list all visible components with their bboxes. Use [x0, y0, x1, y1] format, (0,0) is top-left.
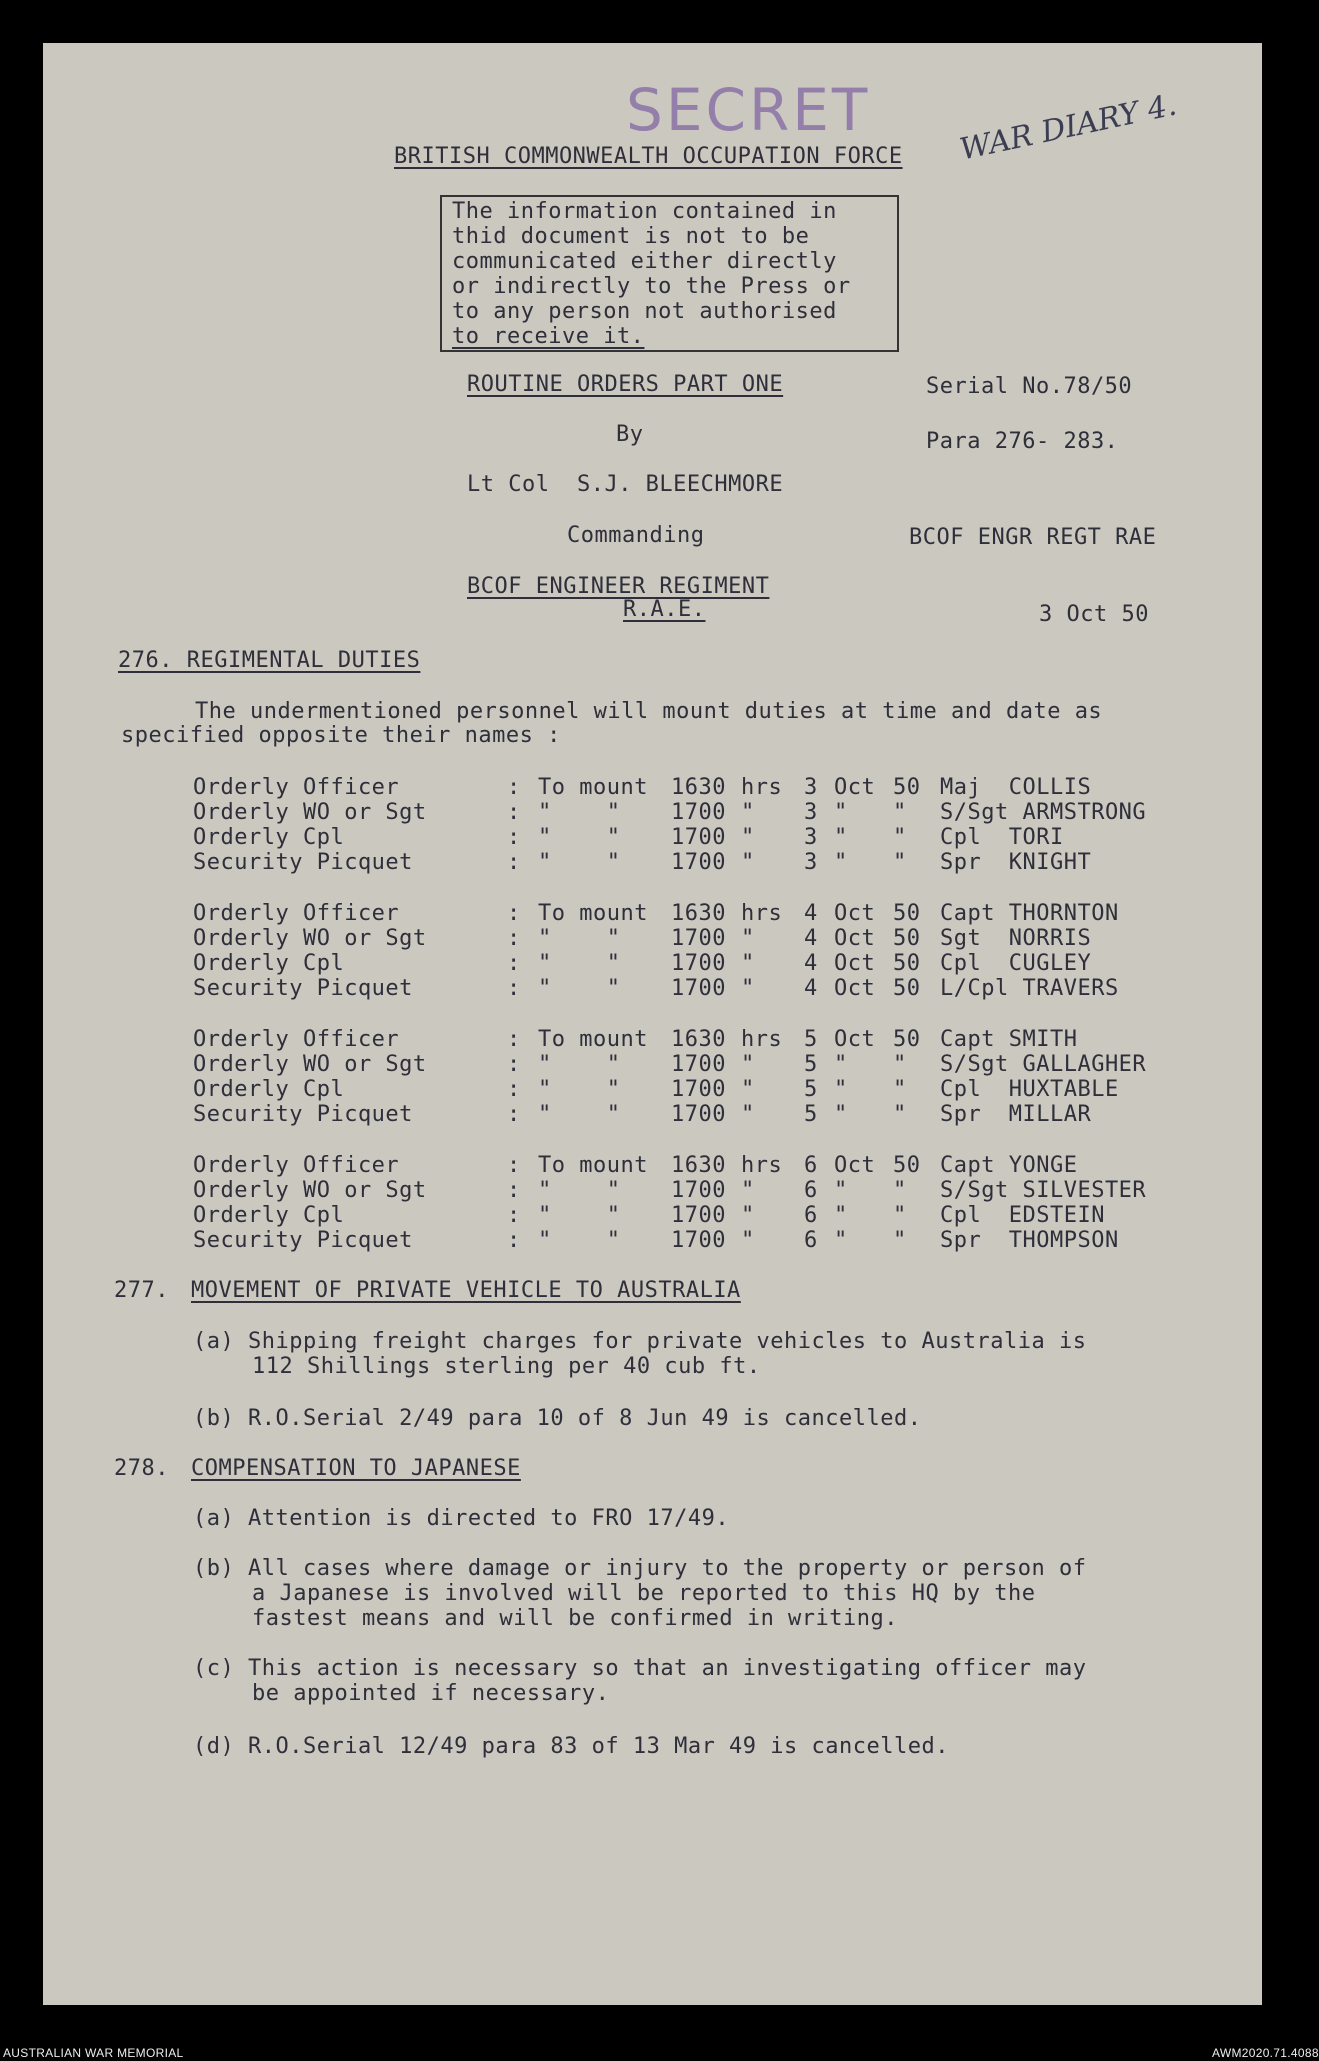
order-date: 3 Oct 50	[1039, 602, 1149, 627]
roster-colon: :	[507, 1228, 521, 1253]
roster-hrs: hrs	[741, 775, 783, 800]
roster-name: Sgt NORRIS	[940, 926, 1092, 951]
roster-time: 1700	[671, 1102, 726, 1127]
roster-day: 5	[804, 1077, 818, 1102]
roster-duty: Orderly Cpl	[193, 951, 345, 976]
roster-mount: " "	[538, 850, 621, 875]
roster-name: S/Sgt SILVESTER	[940, 1178, 1147, 1203]
roster-time: 1700	[671, 850, 726, 875]
roster-mount: To mount	[538, 775, 648, 800]
roster-day: 6	[804, 1178, 818, 1203]
section-277-item-a-cont: 112 Shillings sterling per 40 cub ft.	[252, 1354, 761, 1379]
roster-mount: To mount	[538, 901, 648, 926]
roster-name: Cpl TORI	[940, 825, 1064, 850]
roster-mount: " "	[538, 1178, 621, 1203]
roster-duty: Orderly Cpl	[193, 1077, 345, 1102]
notice-line: to receive it.	[452, 324, 645, 349]
roster-hrs: "	[741, 1228, 755, 1253]
footer-archive-name: AUSTRALIAN WAR MEMORIAL	[3, 2046, 184, 2060]
roster-day: 4	[804, 976, 818, 1001]
roster-name: Spr KNIGHT	[940, 850, 1092, 875]
roster-day: 3	[804, 800, 818, 825]
roster-mon: Oct	[834, 926, 876, 951]
roster-yr: "	[893, 1228, 907, 1253]
roster-time: 1700	[671, 1203, 726, 1228]
roster-time: 1700	[671, 926, 726, 951]
roster-colon: :	[507, 1203, 521, 1228]
roster-hrs: "	[741, 850, 755, 875]
roster-hrs: "	[741, 825, 755, 850]
roster-mon: "	[834, 1077, 848, 1102]
roster-name: Spr MILLAR	[940, 1102, 1092, 1127]
notice-line: or indirectly to the Press or	[452, 274, 851, 299]
roster-day: 5	[804, 1027, 818, 1052]
section-278-item-a: (a) Attention is directed to FRO 17/49.	[193, 1506, 730, 1531]
notice-line: thid document is not to be	[452, 224, 810, 249]
roster-day: 6	[804, 1228, 818, 1253]
para-range: Para 276- 283.	[926, 429, 1119, 454]
roster-yr: "	[893, 1203, 907, 1228]
roster-day: 4	[804, 926, 818, 951]
roster-name: Capt THORNTON	[940, 901, 1119, 926]
by-label: By	[616, 422, 644, 447]
roster-duty: Orderly WO or Sgt	[193, 926, 427, 951]
roster-name: L/Cpl TRAVERS	[940, 976, 1119, 1001]
commanding-officer: Lt Col S.J. BLEECHMORE	[467, 472, 784, 497]
roster-day: 6	[804, 1203, 818, 1228]
roster-day: 5	[804, 1052, 818, 1077]
secret-stamp: SECRET	[626, 76, 871, 144]
roster-yr: 50	[893, 976, 921, 1001]
section-278-item-b-cont: a Japanese is involved will be reported to this HQ by the	[252, 1581, 1036, 1606]
roster-name: Maj COLLIS	[940, 775, 1092, 800]
section-277-item-b: (b) R.O.Serial 2/49 para 10 of 8 Jun 49 is cancelled.	[193, 1406, 922, 1431]
roster-mount: " "	[538, 825, 621, 850]
roster-colon: :	[507, 1178, 521, 1203]
roster-mon: "	[834, 1228, 848, 1253]
roster-colon: :	[507, 1102, 521, 1127]
roster-mount: " "	[538, 926, 621, 951]
roster-mon: "	[834, 825, 848, 850]
roster-colon: :	[507, 1077, 521, 1102]
roster-time: 1700	[671, 1178, 726, 1203]
roster-day: 4	[804, 951, 818, 976]
roster-duty: Orderly Officer	[193, 1153, 400, 1178]
section-278-item-c-cont: be appointed if necessary.	[252, 1681, 610, 1706]
roster-hrs: "	[741, 951, 755, 976]
roster-yr: 50	[893, 951, 921, 976]
notice-line: to any person not authorised	[452, 299, 837, 324]
roster-yr: "	[893, 800, 907, 825]
roster-mount: " "	[538, 1203, 621, 1228]
roster-time: 1700	[671, 800, 726, 825]
roster-time: 1700	[671, 1228, 726, 1253]
roster-colon: :	[507, 825, 521, 850]
roster-day: 6	[804, 1153, 818, 1178]
roster-duty: Orderly WO or Sgt	[193, 1178, 427, 1203]
roster-hrs: hrs	[741, 901, 783, 926]
roster-yr: 50	[893, 1153, 921, 1178]
roster-duty: Security Picquet	[193, 1102, 413, 1127]
roster-mount: To mount	[538, 1027, 648, 1052]
roster-colon: :	[507, 926, 521, 951]
roster-yr: 50	[893, 1027, 921, 1052]
roster-duty: Orderly WO or Sgt	[193, 1052, 427, 1077]
roster-time: 1700	[671, 976, 726, 1001]
roster-day: 5	[804, 1102, 818, 1127]
roster-mon: "	[834, 850, 848, 875]
roster-name: Cpl HUXTABLE	[940, 1077, 1119, 1102]
roster-mount: " "	[538, 800, 621, 825]
roster-duty: Orderly Cpl	[193, 825, 345, 850]
roster-hrs: "	[741, 1178, 755, 1203]
roster-yr: 50	[893, 901, 921, 926]
roster-duty: Orderly Officer	[193, 775, 400, 800]
section-277-item-a: (a) Shipping freight charges for private vehicles to Australia is	[193, 1329, 1087, 1354]
handwritten-annotation: WAR DIARY 4.	[956, 87, 1180, 168]
roster-mon: "	[834, 1102, 848, 1127]
section-278-item-d: (d) R.O.Serial 12/49 para 83 of 13 Mar 49 is cancelled.	[193, 1734, 949, 1759]
section-278-number: 278.	[114, 1456, 169, 1481]
roster-mon: Oct	[834, 1027, 876, 1052]
roster-mon: "	[834, 1203, 848, 1228]
roster-colon: :	[507, 800, 521, 825]
roster-mount: " "	[538, 976, 621, 1001]
roster-hrs: "	[741, 1077, 755, 1102]
roster-hrs: "	[741, 1102, 755, 1127]
roster-name: Capt SMITH	[940, 1027, 1078, 1052]
roster-mon: Oct	[834, 901, 876, 926]
roster-name: S/Sgt GALLAGHER	[940, 1052, 1147, 1077]
roster-mon: Oct	[834, 1153, 876, 1178]
roster-hrs: hrs	[741, 1027, 783, 1052]
section-277-number: 277.	[114, 1278, 169, 1303]
security-notice-box	[440, 195, 899, 352]
roster-duty: Security Picquet	[193, 850, 413, 875]
roster-day: 3	[804, 825, 818, 850]
roster-colon: :	[507, 1052, 521, 1077]
roster-duty: Orderly Officer	[193, 901, 400, 926]
roster-name: Spr THOMPSON	[940, 1228, 1119, 1253]
roster-duty: Orderly WO or Sgt	[193, 800, 427, 825]
unit-short-name: BCOF ENGR REGT RAE	[909, 525, 1157, 550]
rae-label: R.A.E.	[623, 597, 706, 622]
roster-duty: Security Picquet	[193, 1228, 413, 1253]
section-276-intro: specified opposite their names :	[121, 723, 561, 748]
roster-mount: " "	[538, 1228, 621, 1253]
roster-yr: "	[893, 825, 907, 850]
roster-colon: :	[507, 951, 521, 976]
roster-duty: Orderly Officer	[193, 1027, 400, 1052]
roster-colon: :	[507, 901, 521, 926]
roster-mon: Oct	[834, 976, 876, 1001]
roster-hrs: "	[741, 1052, 755, 1077]
roster-mon: "	[834, 1178, 848, 1203]
roster-time: 1700	[671, 1077, 726, 1102]
roster-colon: :	[507, 850, 521, 875]
roster-yr: "	[893, 1052, 907, 1077]
roster-time: 1700	[671, 825, 726, 850]
roster-yr: 50	[893, 775, 921, 800]
roster-hrs: "	[741, 926, 755, 951]
org-title: BRITISH COMMONWEALTH OCCUPATION FORCE	[394, 144, 903, 169]
roster-colon: :	[507, 976, 521, 1001]
section-278-item-b: (b) All cases where damage or injury to the property or person of	[193, 1556, 1087, 1581]
roster-mon: Oct	[834, 951, 876, 976]
roster-time: 1700	[671, 951, 726, 976]
roster-day: 3	[804, 775, 818, 800]
roster-day: 4	[804, 901, 818, 926]
serial-number: Serial No.78/50	[926, 374, 1133, 399]
roster-hrs: "	[741, 976, 755, 1001]
roster-mount: To mount	[538, 1153, 648, 1178]
roster-name: S/Sgt ARMSTRONG	[940, 800, 1147, 825]
notice-line: The information contained in	[452, 199, 837, 224]
roster-yr: "	[893, 1102, 907, 1127]
section-276-intro: The undermentioned personnel will mount duties at time and date as	[195, 699, 1103, 724]
roster-day: 3	[804, 850, 818, 875]
roster-yr: "	[893, 1178, 907, 1203]
footer-accession-number: AWM2020.71.4088	[1212, 2046, 1319, 2060]
roster-time: 1630	[671, 775, 726, 800]
roster-mount: " "	[538, 1052, 621, 1077]
roster-mount: " "	[538, 1102, 621, 1127]
roster-mon: "	[834, 800, 848, 825]
roster-duty: Security Picquet	[193, 976, 413, 1001]
roster-time: 1630	[671, 1027, 726, 1052]
commanding-label: Commanding	[567, 523, 705, 548]
roster-name: Cpl EDSTEIN	[940, 1203, 1105, 1228]
roster-mount: " "	[538, 1077, 621, 1102]
roster-mon: "	[834, 1052, 848, 1077]
roster-hrs: hrs	[741, 1153, 783, 1178]
roster-yr: "	[893, 1077, 907, 1102]
roster-name: Capt YONGE	[940, 1153, 1078, 1178]
roster-hrs: "	[741, 1203, 755, 1228]
roster-mount: " "	[538, 951, 621, 976]
roster-time: 1700	[671, 1052, 726, 1077]
roster-name: Cpl CUGLEY	[940, 951, 1092, 976]
roster-mon: Oct	[834, 775, 876, 800]
regiment-name: BCOF ENGINEER REGIMENT	[467, 574, 770, 599]
roster-colon: :	[507, 1027, 521, 1052]
roster-colon: :	[507, 775, 521, 800]
roster-colon: :	[507, 1153, 521, 1178]
notice-line: communicated either directly	[452, 249, 837, 274]
section-276-heading: 276. REGIMENTAL DUTIES	[118, 648, 421, 673]
section-277-heading: MOVEMENT OF PRIVATE VEHICLE TO AUSTRALIA	[191, 1278, 741, 1303]
roster-duty: Orderly Cpl	[193, 1203, 345, 1228]
section-278-item-c: (c) This action is necessary so that an investigating officer may	[193, 1656, 1087, 1681]
roster-hrs: "	[741, 800, 755, 825]
section-278-heading: COMPENSATION TO JAPANESE	[191, 1456, 521, 1481]
roster-time: 1630	[671, 1153, 726, 1178]
section-278-item-b-cont: fastest means and will be confirmed in writing.	[252, 1606, 899, 1631]
roster-yr: "	[893, 850, 907, 875]
routine-orders-title: ROUTINE ORDERS PART ONE	[467, 372, 784, 397]
roster-yr: 50	[893, 926, 921, 951]
roster-time: 1630	[671, 901, 726, 926]
